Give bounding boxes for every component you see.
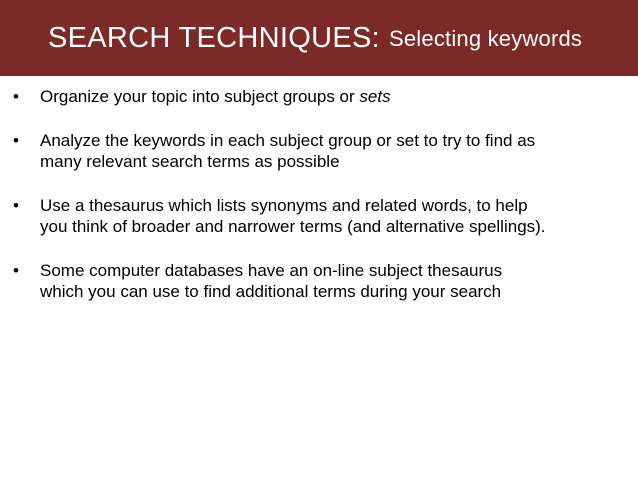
bullet-emphasis: sets [359, 87, 391, 106]
bullet-list [0, 86, 638, 325]
bullet-text: Some computer databases have an on-line subject thesaurus which you can use to find additional terms during your search [40, 261, 503, 301]
bullet-text: Use a thesaurus which lists synonyms and related words, to help you think of broader and narrower terms (and alternative spellings). [40, 196, 546, 236]
bullet-item [0, 86, 638, 107]
bullet-item [0, 195, 638, 237]
slide-title-bar [0, 0, 638, 76]
bullet-marker: • [13, 87, 19, 106]
slide-subtitle: Selecting keywords [388, 26, 583, 51]
bullet-item [0, 130, 638, 172]
bullet-text: Organize your topic into subject groups or [40, 87, 360, 106]
bullet-item [0, 260, 638, 302]
slide-title: SEARCH TECHNIQUES: [48, 21, 380, 54]
bullet-marker: • [13, 261, 19, 280]
bullet-marker: • [13, 196, 19, 215]
bullet-marker: • [13, 131, 19, 150]
bullet-text: Analyze the keywords in each subject group or set to try to find as many relevant search terms as possible [40, 131, 536, 171]
